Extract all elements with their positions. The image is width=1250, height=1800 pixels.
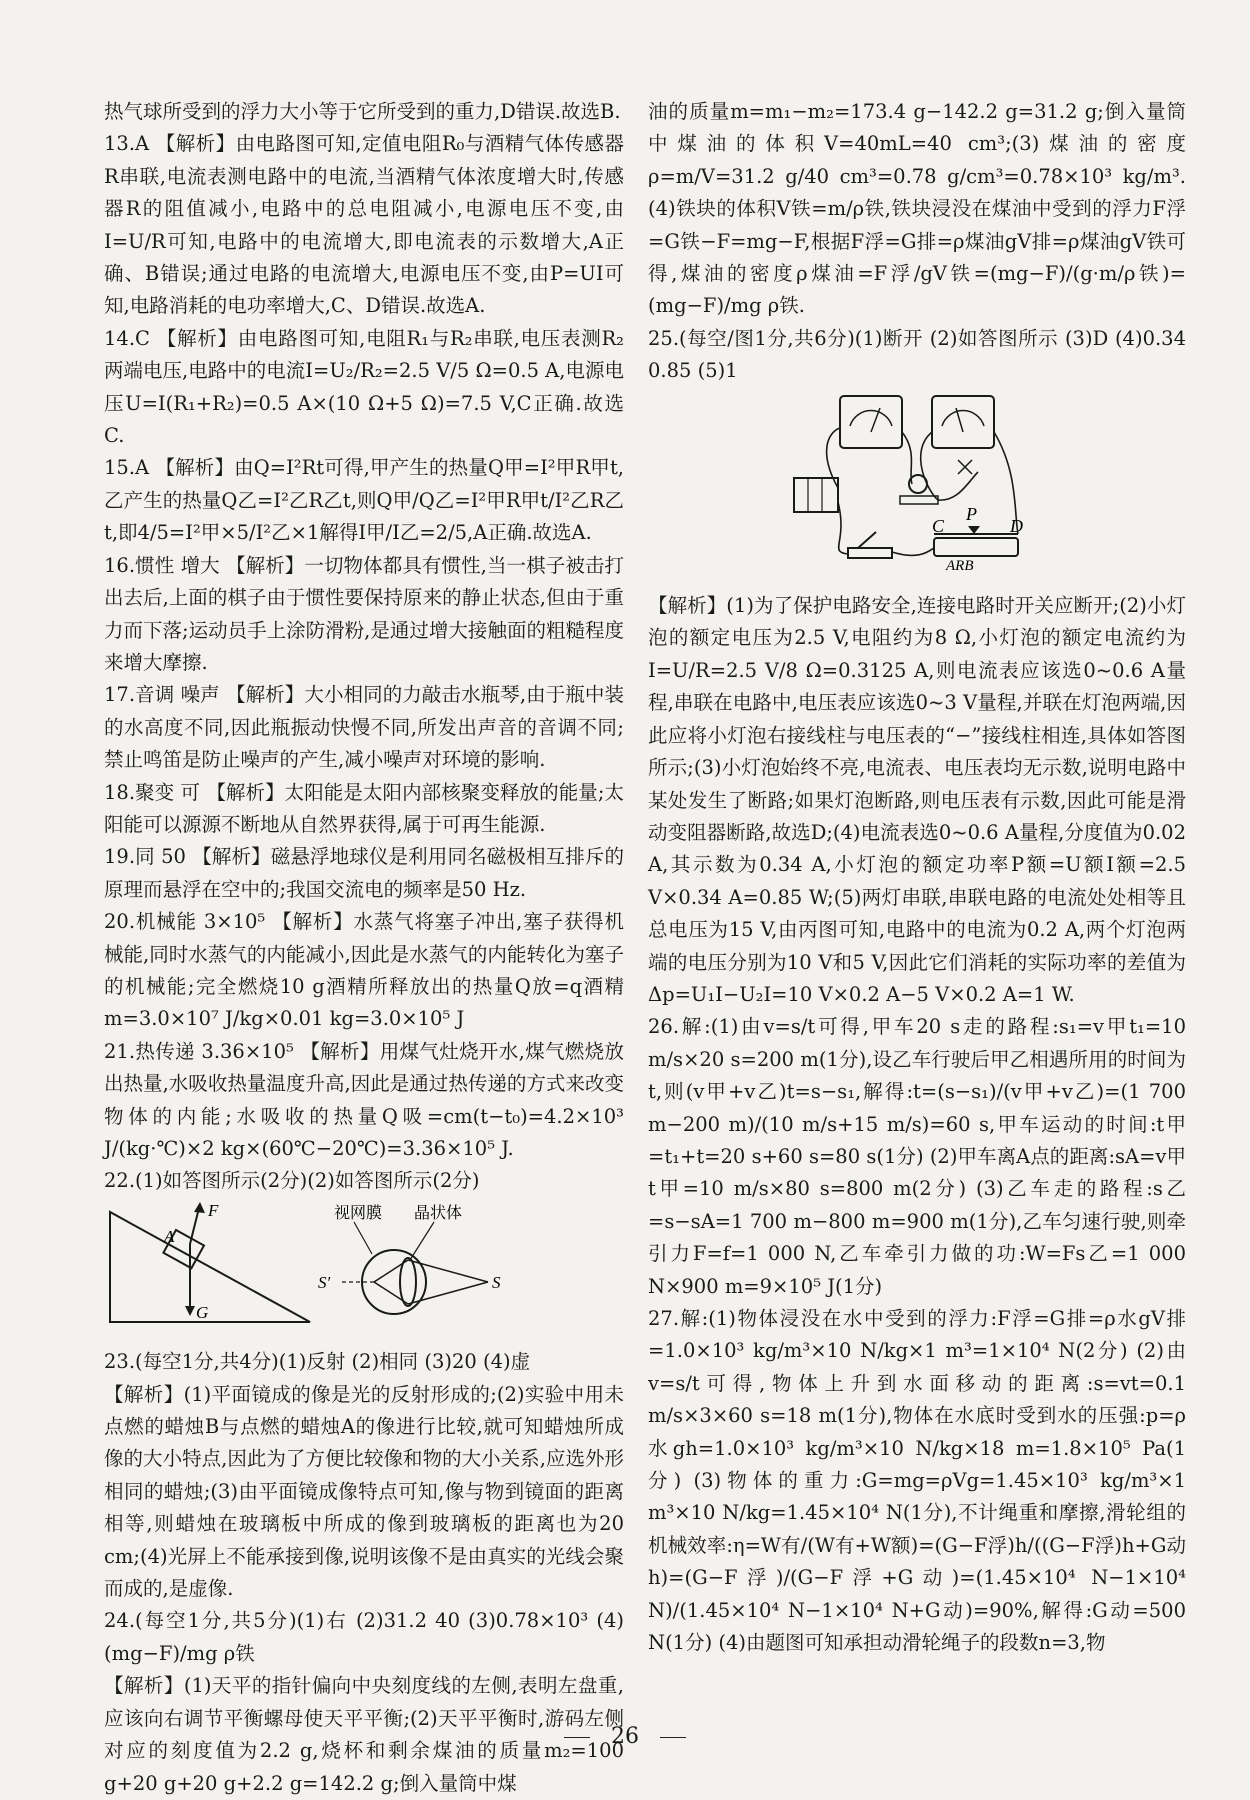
- label-d: D: [1010, 515, 1023, 536]
- paragraph-q17: 17.音调 噪声 【解析】大小相同的力敲击水瓶琴,由于瓶中装的水高度不同,因此瓶振动快慢不同,所发出声音的音调不同;禁止鸣笛是防止噪声的产生,减小噪声对环境的影响.: [104, 683, 624, 772]
- paragraph-q21: 21.热传递 3.36×10⁵ 【解析】用煤气灶烧开水,煤气燃烧放出热量,水吸收热量温度升高,因此是通过热传递的方式来改变物体的内能;水吸收的热量Q吸=cm(t−t₀)=4.2×10³ J/(kg·℃)×2 kg×(60℃−20℃)=3.36×10⁵ J.: [104, 1039, 624, 1160]
- figure-q22: [104, 1202, 624, 1338]
- eye-diagram: [318, 1203, 501, 1314]
- paragraph-q19: 19.同 50 【解析】磁悬浮地球仪是利用同名磁极相互排斥的原理而悬浮在空中的;我国交流电的频率是50 Hz.: [104, 845, 624, 901]
- paragraph-q24-continued: 油的质量m=m₁−m₂=173.4 g−142.2 g=31.2 g;倒入量筒中煤油的体积V=40mL=40 cm³;(3)煤油的密度ρ=m/V=31.2 g/40 cm³=0.78 g/cm³=0.78×10³ kg/m³.(4)铁块的体积V铁=m/ρ铁,铁块浸没在煤油中受到的浮力F浮=G铁−F=mg−F,根据F浮=G排=ρ煤油gV排=ρ煤油gV铁可得,煤油的密度ρ煤油=F浮/gV铁=(mg−F)/(g·m/ρ铁)=(mg−F)/mg ρ铁.: [648, 100, 1186, 318]
- label-c: C: [932, 515, 945, 536]
- page-number-dash-left: [564, 1737, 590, 1738]
- paragraph-q22: 22.(1)如答图所示(2分)(2)如答图所示(2分): [104, 1169, 480, 1193]
- label-lens: 晶状体: [414, 1202, 463, 1222]
- paragraph-q25-analysis: 【解析】(1)为了保护电路安全,连接电路时开关应断开;(2)小灯泡的额定电压为2.5 V,电阻约为8 Ω,小灯泡的额定电流约为I=U/R=2.5 V/8 Ω=0.3125 A,则电流表应该选0~0.6 A量程,串联在电路中,电压表应该选0~3 V量程,并联在灯泡两端,因此应将小灯泡右接线柱与电压表的“−”接线柱相连,具体如答图所示;(3)小灯泡始终不亮,电流表、电压表均无示数,说明电路中某处发生了断路;如果灯泡断路,则电压表有示数,因此可能是滑动变阻器断路,故选D;(4)电流表选0~0.6 A量程,分度值为0.02 A,其示数为0.34 A,小灯泡的额定功率P额=U额I额=2.5 V×0.34 A=0.85 W;(5)两灯串联,串联电路的电流处处相等且总电压为15 V,由丙图可知,电路中的电流为0.2 A,两个灯泡两端的电压分别为10 V和5 V,因此它们消耗的实际功率的差值为Δp=U₁I−U₂I=10 V×0.2 A−5 V×0.2 A=1 W.: [648, 594, 1186, 1006]
- paragraph-q23-analysis: 【解析】(1)平面镜成的像是光的反射形成的;(2)实验中用未点燃的蜡烛B与点燃的蜡烛A的像进行比较,就可知蜡烛所成像的大小特点,因此为了方便比较像和物的大小关系,应选外形相同的蜡烛;(3)由平面镜成像特点可知,像与物到镜面的距离相等,则蜡烛在玻璃板中所成的像到玻璃板的距离也为20 cm;(4)光屏上不能承接到像,说明该像不是由真实的光线会聚而成的,是虚像.: [104, 1382, 624, 1601]
- right-column: [648, 96, 1186, 1659]
- page-number-dash-right: [660, 1737, 686, 1738]
- figure-q25-circuit: [788, 392, 1186, 582]
- label-a: A: [164, 1226, 175, 1246]
- paragraph-q20: 20.机械能 3×10⁵ 【解析】水蒸气将塞子冲出,塞子获得机械能,同时水蒸气的内能减小,因此是水蒸气的内能转化为塞子的机械能;完全燃烧10 g酒精所释放出的热量Q放=q酒精m=3.0×10⁷ J/kg×0.01 kg=3.0×10⁵ J: [104, 910, 624, 1031]
- left-column: [104, 96, 624, 1800]
- paragraph-q24: 24.(每空1分,共5分)(1)右 (2)31.2 40 (3)0.78×10³ (4)(mg−F)/mg ρ铁: [104, 1609, 624, 1665]
- label-retina: 视网膜: [334, 1202, 383, 1222]
- label-g: G: [196, 1302, 209, 1322]
- label-s-prime: S′: [318, 1272, 331, 1292]
- label-p: P: [966, 503, 977, 524]
- page-number: [0, 1724, 1250, 1749]
- paragraph-q14: 14.C 【解析】由电路图可知,电阻R₁与R₂串联,电压表测R₂两端电压,电路中的电流I=U₂/R₂=2.5 V/5 Ω=0.5 A,电源电压U=I(R₁+R₂)=0.5 A×(10 Ω+5 Ω)=7.5 V,C正确.故选C.: [104, 326, 624, 448]
- incline-diagram: [110, 1202, 310, 1322]
- label-f: F: [208, 1201, 219, 1220]
- paragraph-q25: 25.(每空/图1分,共6分)(1)断开 (2)如答图所示 (3)D (4)0.34 0.85 (5)1: [648, 326, 1186, 383]
- paragraph-q26: 26.解:(1)由v=s/t可得,甲车20 s走的路程:s₁=v甲t₁=10 m/s×20 s=200 m(1分),设乙车行驶后甲乙相遇所用的时间为t,则(v甲+v乙)t=s−s₁,解得:t=(s−s₁)/(v甲+v乙)=(1 700 m−200 m)/(10 m/s+15 m/s)=60 s,甲车运动的时间:t甲=t₁+t=20 s+60 s=80 s(1分) (2)甲车离A点的距离:sA=v甲t甲=10 m/s×80 s=800 m(2分) (3)乙车走的路程:s乙=s−sA=1 700 m−800 m=900 m(1分),乙车匀速行驶,则牵引力F=f=1 000 N,乙车牵引力做的功:W=Fs乙=1 000 N×900 m=9×10⁵ J(1分): [648, 1015, 1186, 1298]
- label-arb: ARB: [946, 557, 974, 572]
- paragraph-q24-analysis: 【解析】(1)天平的指针偏向中央刻度线的左侧,表明左盘重,应该向右调节平衡螺母使天平平衡;(2)天平平衡时,游码左侧对应的刻度值为2.2 g,烧杯和剩余煤油的质量m₂=100 g+20 g+20 g+2.2 g=142.2 g;倒入量筒中煤: [104, 1674, 624, 1795]
- paragraph-q15: 15.A 【解析】由Q=I²Rt可得,甲产生的热量Q甲=I²甲R甲t,乙产生的热量Q乙=I²乙R乙t,则Q甲/Q乙=I²甲R甲t/I²乙R乙t,即4/5=I²甲×5/I²乙×1解得I甲/I乙=2/5,A正确.故选A.: [104, 456, 624, 545]
- label-s: S: [492, 1272, 501, 1292]
- page-number-value: 26: [611, 1724, 639, 1749]
- paragraph-q27: 27.解:(1)物体浸没在水中受到的浮力:F浮=G排=ρ水gV排=1.0×10³ kg/m³×10 N/kg×1 m³=1×10⁴ N(2分) (2)由v=s/t可得,物体上升到水面移动的距离:s=vt=0.1 m/s×3×60 s=18 m(1分),物体在水底时受到水的压强:p=ρ水gh=1.0×10³ kg/m³×10 N/kg×18 m=1.8×10⁵ Pa(1分) (3)物体的重力:G=mg=ρVg=1.45×10³ kg/m³×1 m³×10 N/kg=1.45×10⁴ N(1分),不计绳重和摩擦,滑轮组的机械效率:η=W有/(W有+W额)=(G−F浮)h/((G−F浮)h+G动h)=(G−F浮)/(G−F浮+G动)=(1.45×10⁴ N−1×10⁴ N)/(1.45×10⁴ N−1×10⁴ N+G动)=90%,解得:G动=500 N(1分) (4)由题图可知承担动滑轮绳子的段数n=3,物: [648, 1307, 1186, 1655]
- paragraph-q23: 23.(每空1分,共4分)(1)反射 (2)相同 (3)20 (4)虚: [104, 1350, 531, 1374]
- paragraph-q16: 16.惯性 增大 【解析】一切物体都具有惯性,当一棋子被击打出去后,上面的棋子由于惯性要保持原来的静止状态,但由于重力而下落;运动员手上涂防滑粉,是通过增大接触面的粗糙程度来增大摩擦.: [104, 553, 624, 674]
- circuit-diagram: [788, 392, 1028, 572]
- paragraph-q13: 13.A 【解析】由电路图可知,定值电阻R₀与酒精气体传感器R串联,电流表测电路中的电流,当酒精气体浓度增大时,传感器R的阻值减小,电路中的总电阻减小,电源电压不变,由I=U/R可知,电路中的电流增大,即电流表的示数增大,A正确、B错误;通过电路的电流增大,电源电压不变,由P=UI可知,电路消耗的电功率增大,C、D错误.故选A.: [104, 132, 624, 318]
- paragraph-q18: 18.聚变 可 【解析】太阳能是太阳内部核聚变释放的能量;太阳能可以源源不断地从自然界获得,属于可再生能源.: [104, 780, 624, 836]
- paragraph-q12-tail: 热气球所受到的浮力大小等于它所受到的重力,D错误.故选B.: [104, 100, 621, 123]
- q22-diagrams: [104, 1202, 624, 1328]
